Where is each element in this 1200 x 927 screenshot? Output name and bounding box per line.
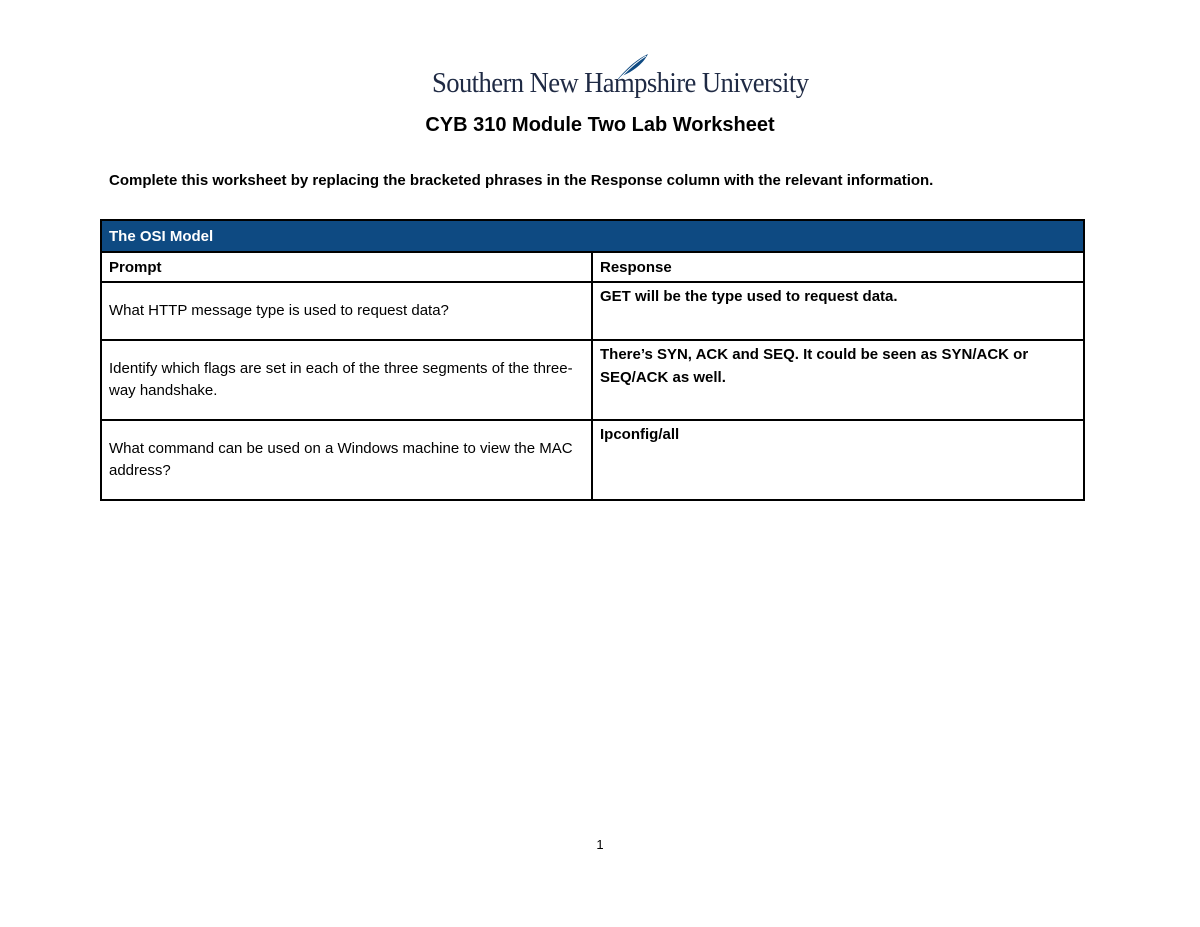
section-title: The OSI Model xyxy=(101,220,1084,252)
column-header-row xyxy=(101,252,1084,282)
table-row xyxy=(101,282,1084,340)
page-number: 1 xyxy=(596,837,604,852)
column-header-prompt: Prompt xyxy=(101,252,592,282)
instructions-text: Complete this worksheet by replacing the bracketed phrases in the Response column with the relevant information. xyxy=(109,172,934,189)
response-cell[interactable]: There’s SYN, ACK and SEQ. It could be seen as SYN/ACK or SEQ/ACK as well. xyxy=(592,340,1084,420)
university-logo xyxy=(432,52,809,106)
table-row xyxy=(101,420,1084,500)
section-header-row xyxy=(101,220,1084,252)
table-row xyxy=(101,340,1084,420)
response-cell[interactable]: Ipconfig/all xyxy=(592,420,1084,500)
prompt-cell: What command can be used on a Windows machine to view the MAC address? xyxy=(101,420,592,500)
response-cell[interactable]: GET will be the type used to request data. xyxy=(592,282,1084,340)
column-header-response: Response xyxy=(592,252,1084,282)
prompt-cell: What HTTP message type is used to request data? xyxy=(101,282,592,340)
worksheet-table xyxy=(100,219,1085,501)
logo-text: Southern New Hampshire University xyxy=(432,68,809,99)
page-title: CYB 310 Module Two Lab Worksheet xyxy=(425,114,775,136)
prompt-cell: Identify which flags are set in each of the three segments of the three-way handshake. xyxy=(101,340,592,420)
